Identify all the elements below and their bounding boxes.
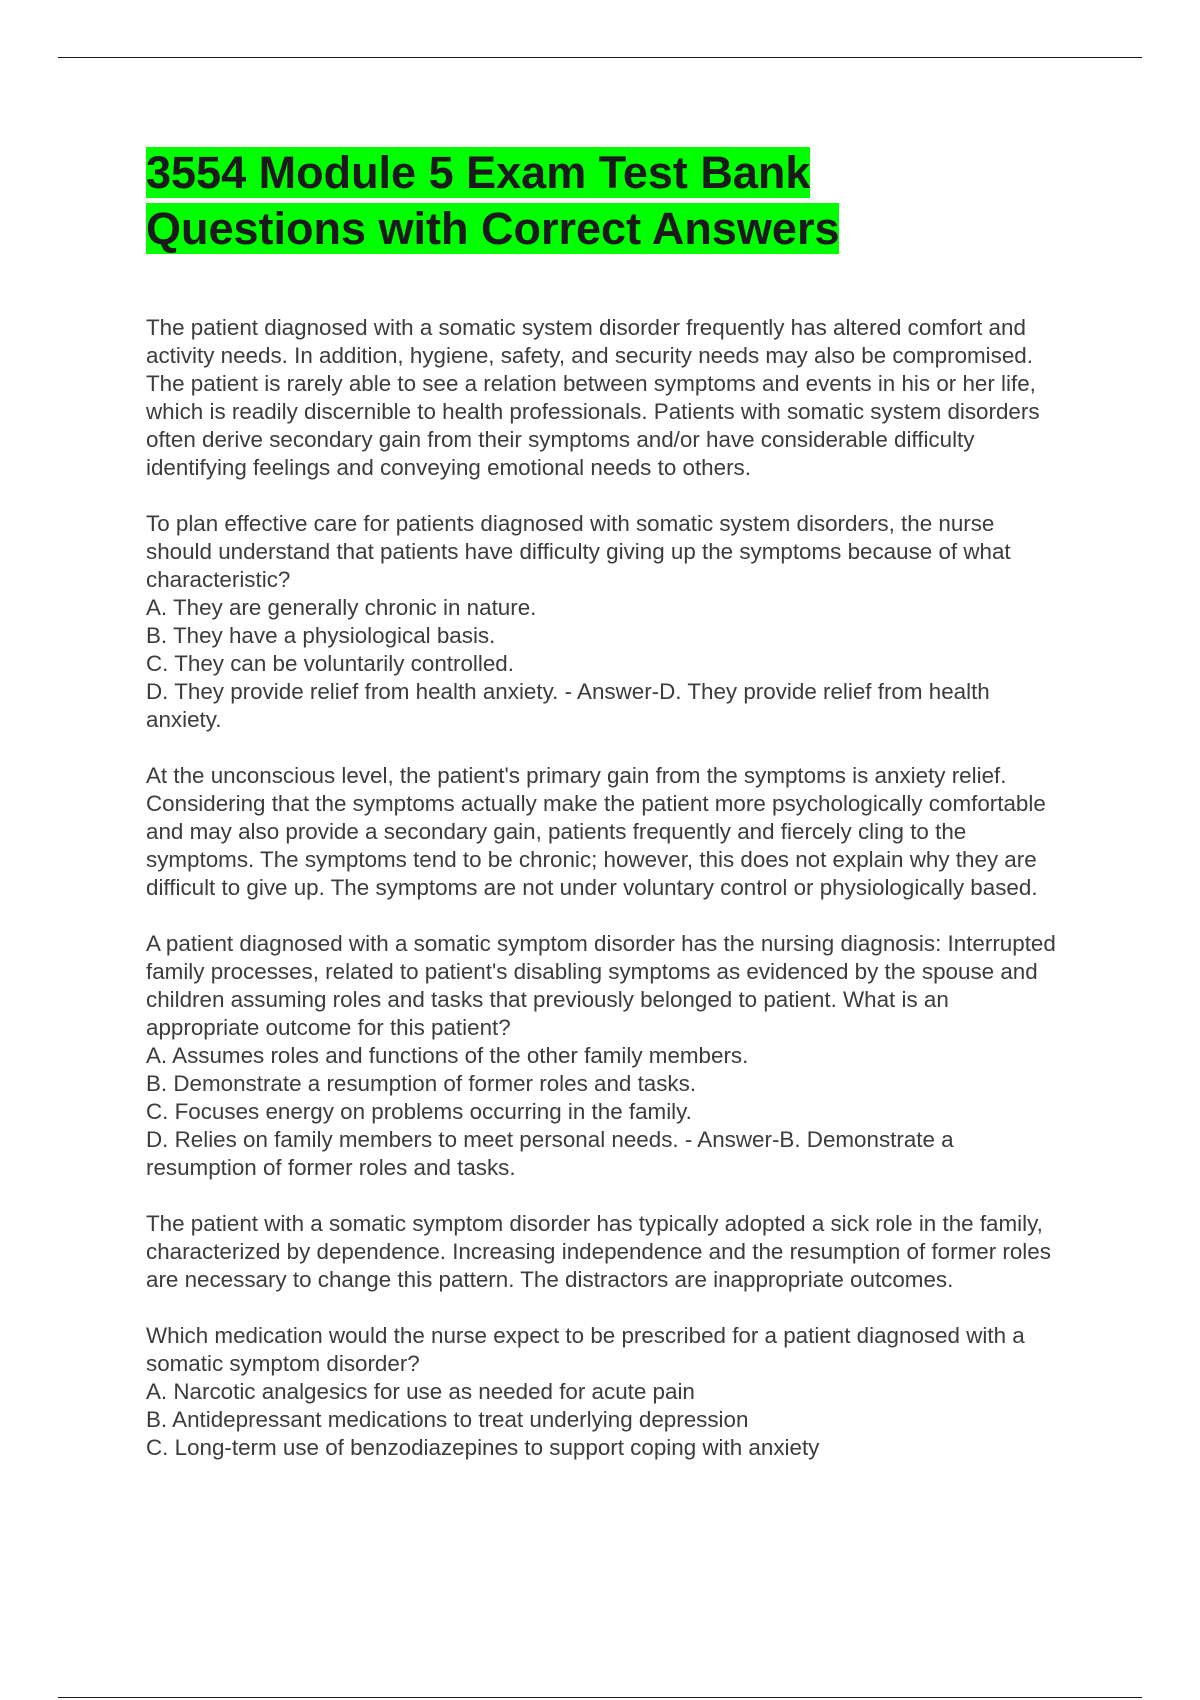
answer-option: B. Antidepressant medications to treat underlying depression [146,1407,749,1432]
title-line-2: Questions with Correct Answers [146,203,840,254]
question-1 [146,510,1066,734]
answer-option: A. Assumes roles and functions of the other family members. [146,1043,749,1068]
intro-paragraph [146,314,1066,482]
answer-option: A. Narcotic analgesics for use as needed for acute pain [146,1379,695,1404]
answer-option: B. Demonstrate a resumption of former roles and tasks. [146,1071,697,1096]
question-2 [146,930,1066,1182]
answer-option: B. They have a physiological basis. [146,623,496,648]
answer-option: C. Focuses energy on problems occurring in the family. [146,1099,692,1124]
document-body [146,145,1066,1462]
rationale-text: At the unconscious level, the patient's primary gain from the symptoms is anxiety relief. Considering that the symptoms actually make the patient more psychologically comfortable and may also provide a secondary gain, patients frequently and fiercely cling to the symptoms. The symptoms tend to be chronic; however, this does not explain why they are difficult to give up. The symptoms are not under voluntary control or physiologically based. [146,763,1046,900]
top-divider [58,57,1142,58]
rationale-text: The patient with a somatic symptom disorder has typically adopted a sick role in the family, characterized by dependence. Increasing independence and the resumption of former roles are necessary to change this pattern. The distractors are inappropriate outcomes. [146,1211,1051,1292]
answer-option: C. Long-term use of benzodiazepines to support coping with anxiety [146,1435,820,1460]
bottom-divider [58,1697,1142,1698]
answer-option: A. They are generally chronic in nature. [146,595,537,620]
document-title [146,145,1066,257]
question-stem: A patient diagnosed with a somatic symptom disorder has the nursing diagnosis: Interrupted family processes, related to patient's disabling symptoms as evidenced by the spouse and children assuming roles and tasks that previously belonged to patient. What is an appropriate outcome for this patient? [146,931,1056,1040]
title-line-1: 3554 Module 5 Exam Test Bank [146,147,811,198]
question-3 [146,1322,1066,1462]
rationale-2 [146,1210,1066,1294]
intro-text: The patient diagnosed with a somatic system disorder frequently has altered comfort and activity needs. In addition, hygiene, safety, and security needs may also be compromised. The patient is rarely able to see a relation between symptoms and events in his or her life, which is readily discernible to health professionals. Patients with somatic system disorders often derive secondary gain from their symptoms and/or have considerable difficulty identifying feelings and conveying emotional needs to others. [146,315,1040,480]
answer-option: C. They can be voluntarily controlled. [146,651,514,676]
answer-option: D. They provide relief from health anxiety. - Answer-D. They provide relief from health anxiety. [146,679,990,732]
answer-option: D. Relies on family members to meet personal needs. - Answer-B. Demonstrate a resumption of former roles and tasks. [146,1127,954,1180]
question-stem: To plan effective care for patients diagnosed with somatic system disorders, the nurse should understand that patients have difficulty giving up the symptoms because of what characteristic? [146,511,1011,592]
rationale-1 [146,762,1066,902]
question-stem: Which medication would the nurse expect to be prescribed for a patient diagnosed with a somatic symptom disorder? [146,1323,1025,1376]
